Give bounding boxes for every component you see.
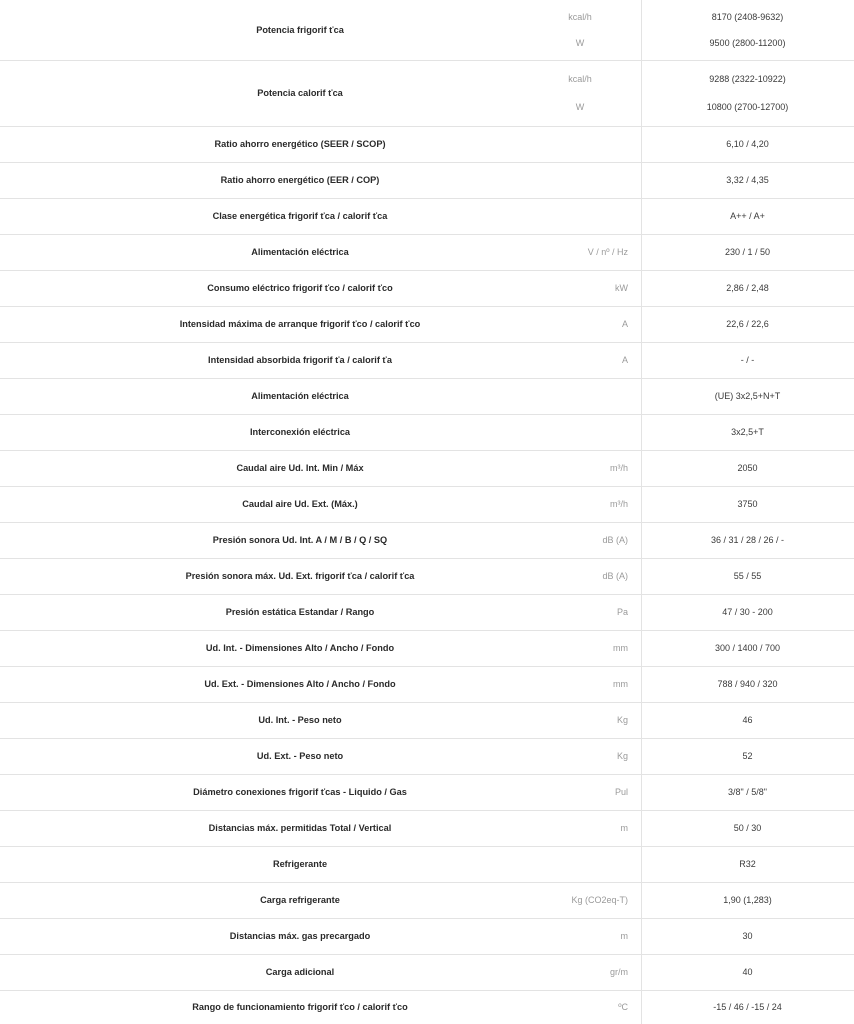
spec-value: 22,6 / 22,6 [726,319,769,329]
table-row [0,811,854,847]
spec-name: Ud. Ext. - Peso neto [256,751,344,761]
spec-unit [520,415,640,450]
spec-value [641,0,854,60]
spec-value: 300 / 1400 / 700 [714,643,781,653]
table-row [0,919,854,955]
spec-value: 2,86 / 2,48 [726,283,769,293]
spec-value-line: 9500 (2800-11200) [709,37,786,48]
spec-name: Distancias máx. gas precargado [229,931,371,941]
spec-name: Ud. Int. - Dimensiones Alto / Ancho / Fondo [205,643,395,653]
spec-value: 50 / 30 [733,823,762,833]
spec-value: A++ / A+ [730,211,765,221]
spec-name: Clase energética frigorif ťca / calorif ťca [212,211,388,221]
spec-name: Carga refrigerante [260,895,340,905]
spec-unit: ºC [618,1002,628,1012]
table-row [0,415,854,451]
spec-name: Diámetro conexiones frigorif ťcas - Liquido / Gas [193,787,407,797]
spec-unit: dB (A) [602,571,628,581]
spec-value: 788 / 940 / 320 [717,679,778,689]
table-row [0,271,854,307]
spec-unit [520,61,640,126]
spec-unit [520,847,640,882]
table-row [0,0,854,61]
spec-unit: m [620,823,628,833]
table-row [0,379,854,415]
spec-value: - / - [740,355,755,365]
spec-name: Rango de funcionamiento frigorif ťco / calorif ťco [192,1002,408,1012]
spec-value: 3x2,5+T [731,427,764,437]
spec-unit: dB (A) [602,535,628,545]
table-row [0,199,854,235]
spec-value: 47 / 30 - 200 [722,607,773,617]
spec-name: Caudal aire Ud. Int. Min / Máx [236,463,364,473]
spec-name: Presión sonora Ud. Int. A / M / B / Q / SQ [212,535,388,545]
spec-name: Ratio ahorro energético (EER / COP) [220,175,380,185]
table-row [0,847,854,883]
table-row [0,307,854,343]
table-row [0,487,854,523]
spec-unit: Pul [614,787,628,797]
spec-unit [520,0,640,60]
spec-value: 36 / 31 / 28 / 26 / - [710,535,785,545]
spec-unit: m [620,931,628,941]
table-row [0,991,854,1024]
spec-value [641,61,854,126]
spec-value: 6,10 / 4,20 [726,139,769,149]
table-row [0,775,854,811]
table-row [0,343,854,379]
spec-unit [520,127,640,162]
spec-unit: A [621,319,628,329]
spec-value: 1,90 (1,283) [723,895,772,905]
spec-unit: mm [613,679,628,689]
spec-name: Presión sonora máx. Ud. Ext. frigorif ťca / calorif ťca [185,571,415,581]
table-row [0,883,854,919]
spec-value: R32 [739,859,756,869]
table-row [0,955,854,991]
spec-unit-line: W [575,102,585,113]
spec-unit: Pa [616,607,628,617]
spec-unit: A [621,355,628,365]
spec-unit [520,379,640,414]
spec-unit-line: kcal/h [568,11,592,22]
table-row [0,523,854,559]
spec-value: 46 [742,715,753,725]
spec-name: Caudal aire Ud. Ext. (Máx.) [242,499,358,509]
spec-value: 52 [742,751,753,761]
spec-value: (UE) 3x2,5+N+T [714,391,781,401]
spec-unit [520,199,640,234]
spec-name: Potencia frigorif ťca [256,24,344,35]
spec-value: 40 [742,967,753,977]
spec-name: Refrigerante [272,859,328,869]
spec-value: 30 [742,931,753,941]
table-row [0,61,854,127]
spec-name: Interconexión eléctrica [249,427,351,437]
table-row [0,127,854,163]
spec-value: 3,32 / 4,35 [726,175,769,185]
spec-value: 2050 [737,463,758,473]
spec-unit: Kg (CO2eq-T) [571,895,628,905]
table-row [0,631,854,667]
spec-name: Alimentación eléctrica [251,247,349,257]
spec-value-line: 10800 (2700-12700) [706,102,789,113]
spec-value: 3750 [737,499,758,509]
spec-name: Ud. Ext. - Dimensiones Alto / Ancho / Fondo [204,679,396,689]
table-row [0,703,854,739]
spec-unit-line: kcal/h [568,73,592,84]
spec-value: -15 / 46 / -15 / 24 [713,1002,782,1012]
spec-name: Ud. Int. - Peso neto [258,715,342,725]
spec-value: 55 / 55 [733,571,762,581]
spec-value: 230 / 1 / 50 [724,247,771,257]
table-row [0,451,854,487]
spec-unit [520,163,640,198]
table-row [0,595,854,631]
table-row [0,667,854,703]
spec-name: Consumo eléctrico frigorif ťco / calorif ťco [207,283,393,293]
spec-unit: m³/h [610,499,628,509]
spec-name: Ratio ahorro energético (SEER / SCOP) [214,139,386,149]
table-row [0,559,854,595]
spec-unit: m³/h [610,463,628,473]
spec-unit: mm [613,643,628,653]
spec-unit: Kg [616,751,628,761]
table-row [0,739,854,775]
spec-unit: kW [615,283,628,293]
spec-name: Intensidad absorbida frigorif ťa / calorif ťa [208,355,392,365]
spec-name: Alimentación eléctrica [251,391,349,401]
spec-value-line: 8170 (2408-9632) [711,11,784,22]
spec-name: Distancias máx. permitidas Total / Vertical [208,823,392,833]
table-row [0,235,854,271]
spec-value-line: 9288 (2322-10922) [709,73,786,84]
spec-name: Carga adicional [265,967,335,977]
spec-unit: V / nº / Hz [587,247,628,257]
spec-value: 3/8" / 5/8" [728,787,767,797]
spec-unit-line: W [575,37,585,48]
spec-unit: gr/m [610,967,628,977]
spec-unit: Kg [616,715,628,725]
table-row [0,163,854,199]
spec-name: Presión estática Estandar / Rango [225,607,375,617]
spec-name: Potencia calorif ťca [257,88,343,98]
spec-name: Intensidad máxima de arranque frigorif ťco / calorif ťco [179,319,421,329]
